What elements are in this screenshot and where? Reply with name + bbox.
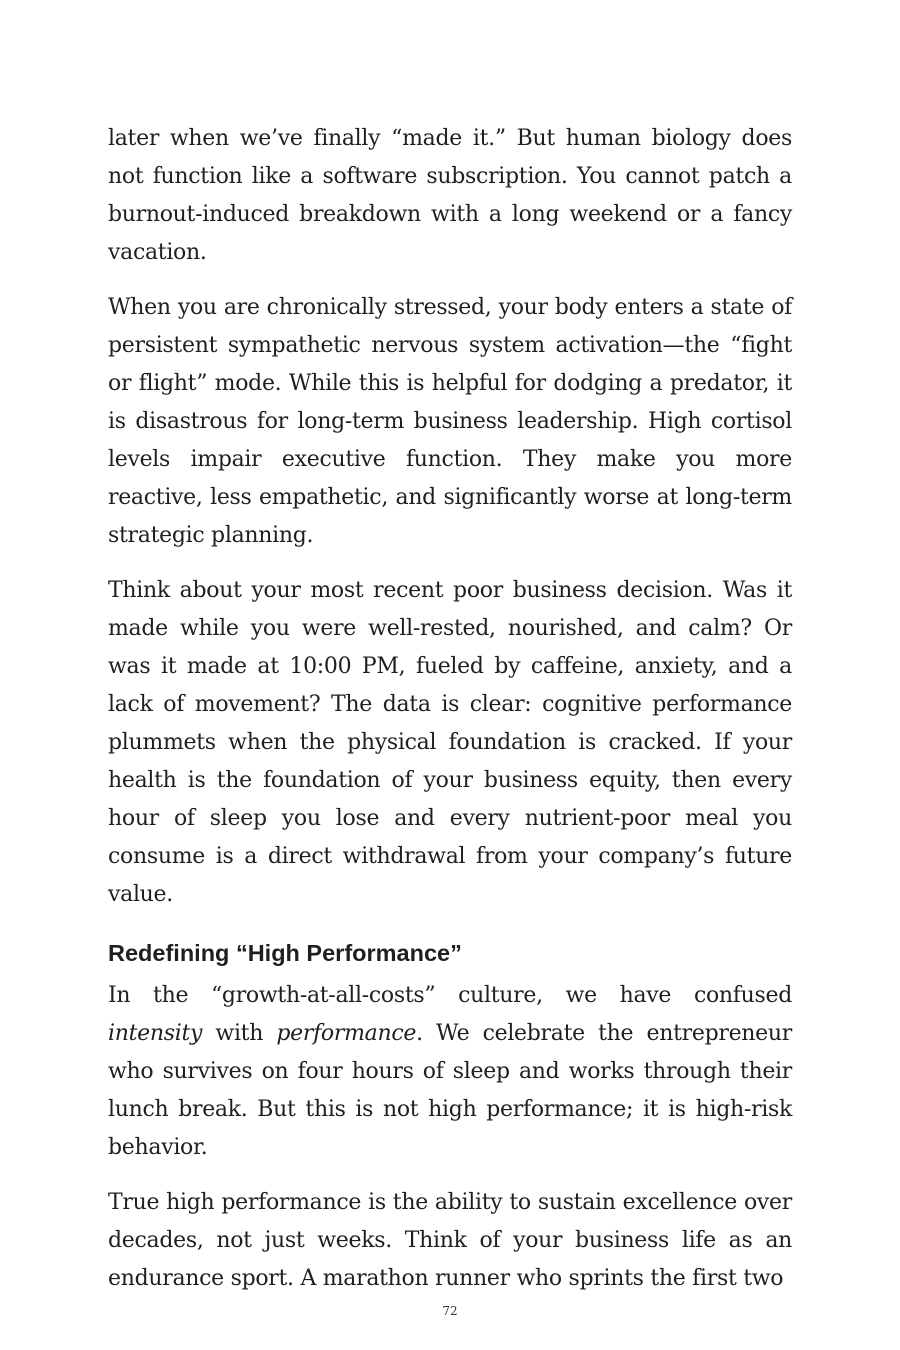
paragraph-4-part-2: with (202, 1021, 277, 1046)
paragraph-4 (108, 977, 792, 1167)
section-heading: Redefining “High Performance” (108, 940, 462, 966)
paragraph-1: later when we’ve finally “made it.” But human biology does not function like a software subscription. You cannot patch a burnout-induced breakdown with a long weekend or a fancy vacation. (108, 126, 792, 265)
paragraph-2: When you are chronically stressed, your body enters a state of persistent sympathetic nervous system activation—the “fight or flight” mode. While this is helpful for dodging a predator, it is disastrous for long-term business leadership. High cortisol levels impair executive function. They make you more reactive, less empathetic, and significantly worse at long-term strategic planning. (108, 295, 792, 548)
page-number: 72 (442, 1304, 458, 1318)
paragraph-5: True high performance is the ability to sustain excellence over decades, not just weeks. Think of your business life as an endurance sport. A marathon runner who sprints the first two (108, 1190, 792, 1291)
page-body (108, 120, 792, 1315)
paragraph-4-part-3: . We celebrate the entrepreneur who survives on four hours of sleep and works through their lunch break. But this is not high performance; it is high-risk behavior. (108, 1021, 792, 1160)
emphasis-performance: performance (276, 1021, 417, 1046)
paragraph-4-part-1: In the “growth-at-all-costs” culture, we have confused (108, 983, 792, 1008)
paragraph-3: Think about your most recent poor business decision. Was it made while you were well-rested, nourished, and calm? Or was it made at 10:00 PM, fueled by caffeine, anxiety, and a lack of movement? The data is clear: cognitive performance plummets when the physical foundation is cracked. If your health is the foundation of your business equity, then every hour of sleep you lose and every nutrient-poor meal you consume is a direct withdrawal from your company’s future value. (108, 578, 792, 907)
emphasis-intensity: intensity (108, 1021, 203, 1046)
